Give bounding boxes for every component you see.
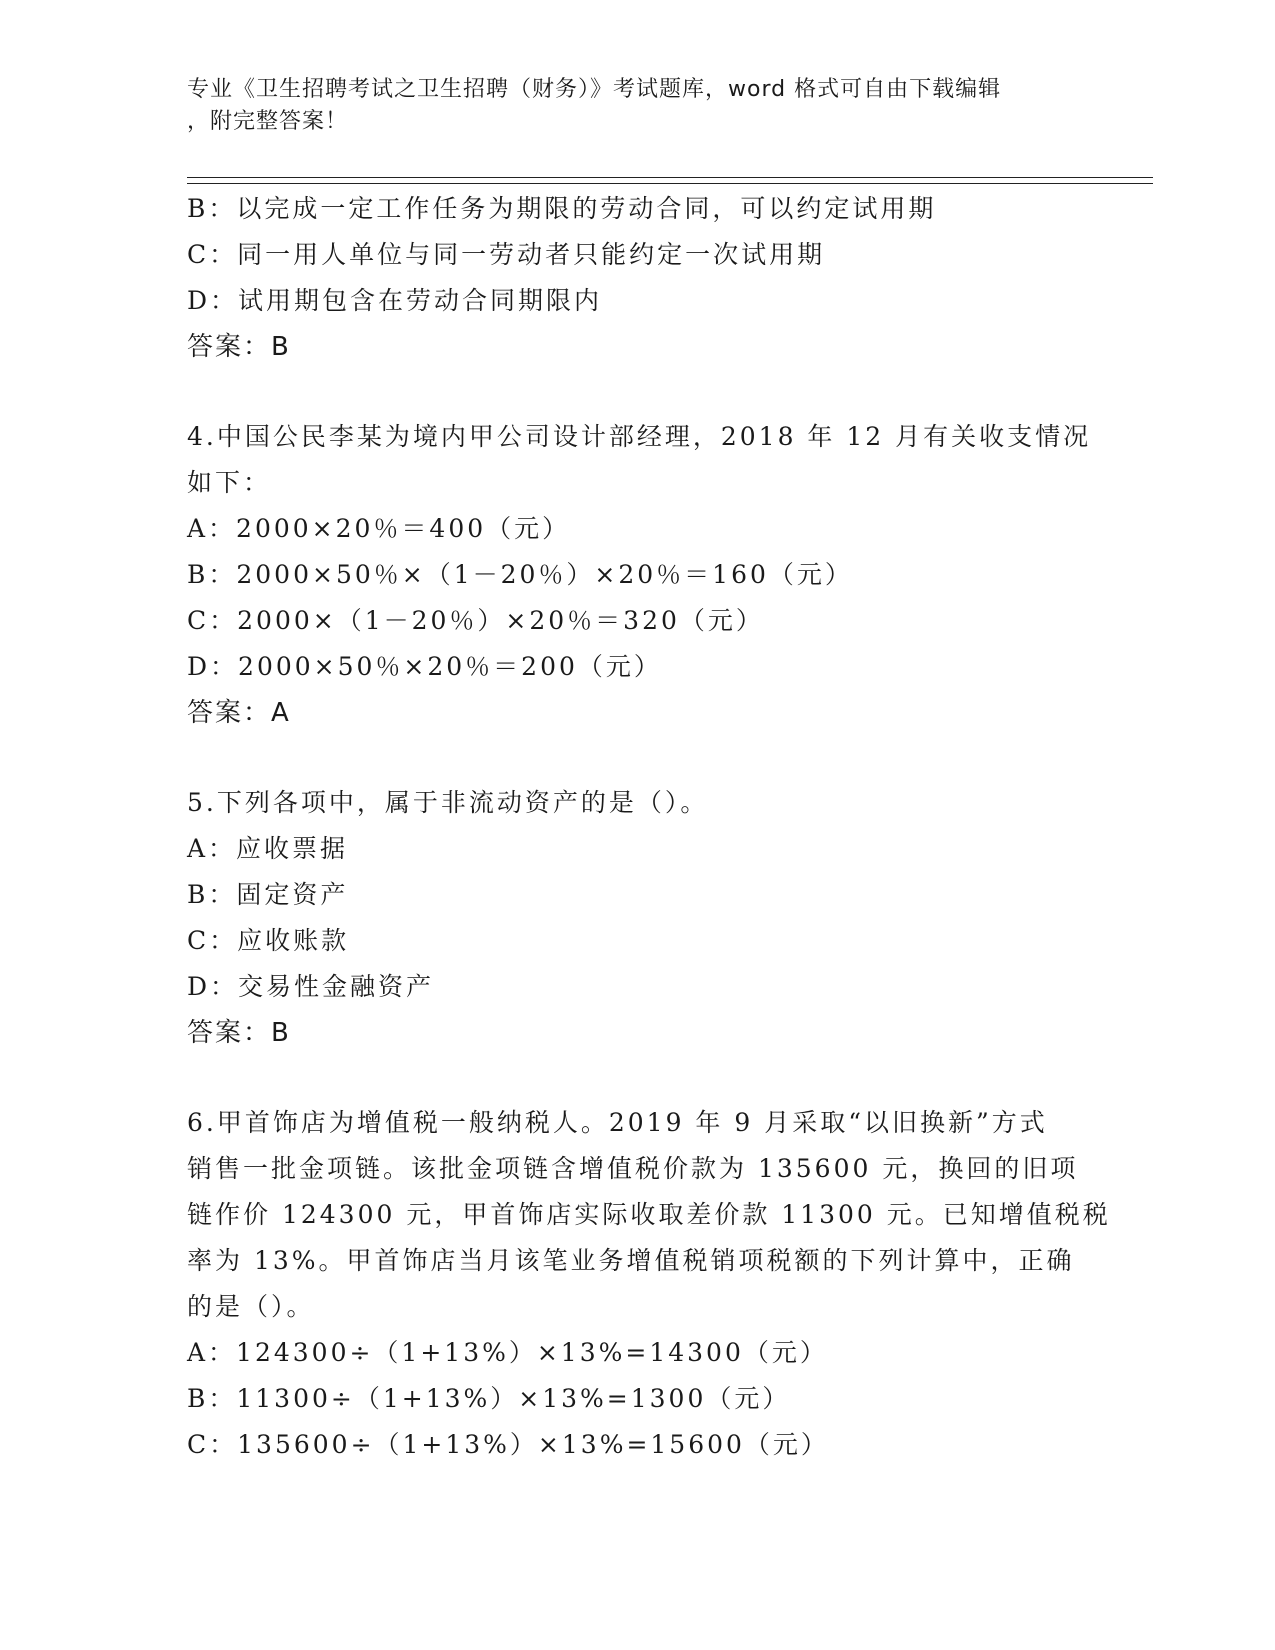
q5-option-a: A：应收票据	[187, 834, 349, 863]
q4-option-d: D：2000×50％×20％＝200（元）	[187, 652, 662, 681]
q3-option-b: B：以完成一定工作任务为期限的劳动合同，可以约定试用期	[187, 194, 937, 223]
q6-title-line-3: 链作价 124300 元，甲首饰店实际收取差价款 11300 元。已知增值税税	[187, 1200, 1111, 1229]
q5-option-b: B：固定资产	[187, 880, 349, 909]
q5-title: 5.下列各项中，属于非流动资产的是（）。	[187, 788, 709, 817]
q6-option-b: B：11300÷（1+13%）×13%=1300（元）	[187, 1384, 791, 1413]
q6-title-line-4: 率为 13%。甲首饰店当月该笔业务增值税销项税额的下列计算中，正确	[187, 1246, 1075, 1275]
header-line-2: ，附完整答案！	[187, 109, 349, 134]
header-divider-bottom	[187, 183, 1153, 184]
q3-option-c: C：同一用人单位与同一劳动者只能约定一次试用期	[187, 240, 826, 269]
q3-answer: 答案：B	[187, 332, 291, 362]
question-3-continued	[187, 186, 1087, 370]
q6-option-a: A：124300÷（1+13%）×13%=14300（元）	[187, 1338, 828, 1367]
q4-option-a: A：2000×20％＝400（元）	[187, 514, 571, 543]
document-header	[187, 74, 1067, 138]
q6-title-line-5: 的是（）。	[187, 1292, 315, 1321]
header-divider-top	[187, 177, 1153, 178]
q4-title-line-1: 4.中国公民李某为境内甲公司设计部经理，2018 年 12 月有关收支情况	[187, 422, 1092, 451]
question-5	[187, 780, 1087, 1056]
header-line-1: 专业《卫生招聘考试之卫生招聘（财务）》考试题库，word 格式可自由下载编辑	[187, 77, 1002, 102]
question-4	[187, 414, 1092, 736]
q4-answer: 答案：A	[187, 698, 291, 728]
q4-title-line-2: 如下：	[187, 468, 272, 497]
q4-option-c: C：2000×（1－20％）×20％＝320（元）	[187, 606, 764, 635]
q6-title-line-2: 销售一批金项链。该批金项链含增值税价款为 135600 元，换回的旧项	[187, 1154, 1079, 1183]
q5-option-c: C：应收账款	[187, 926, 350, 955]
q6-title-line-1: 6.甲首饰店为增值税一般纳税人。2019 年 9 月采取“以旧换新”方式	[187, 1108, 1048, 1137]
q5-option-d: D：交易性金融资产	[187, 972, 435, 1001]
question-6	[187, 1100, 1111, 1468]
q6-option-c: C：135600÷（1+13%）×13%=15600（元）	[187, 1430, 829, 1459]
q3-option-d: D：试用期包含在劳动合同期限内	[187, 286, 603, 315]
q5-answer: 答案：B	[187, 1018, 291, 1048]
q4-option-b: B：2000×50％×（1－20％）×20％＝160（元）	[187, 560, 853, 589]
